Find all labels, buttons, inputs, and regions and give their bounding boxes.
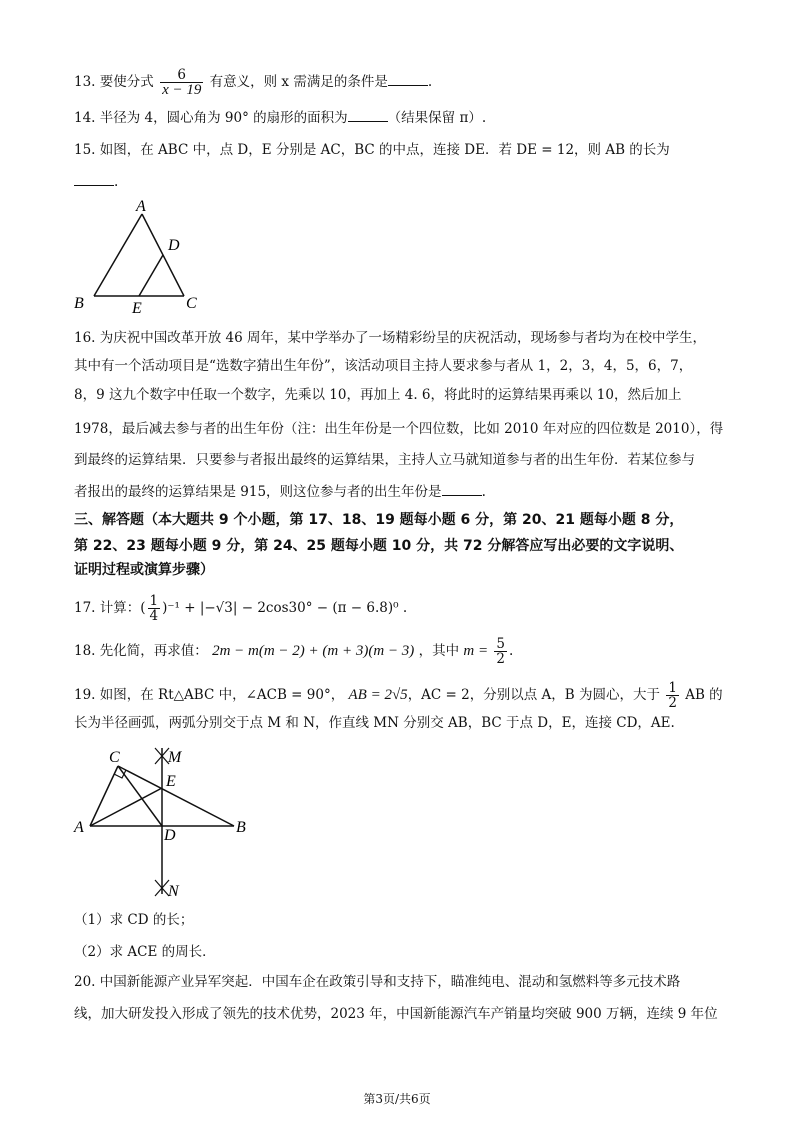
- q13-prefix: 13. 要使分式: [74, 74, 154, 90]
- question-19-line2: 长为半径画弧，两弧分别交于点 M 和 N，作直线 MN 分别交 AB，BC 于点 D，E，连接 CD，AE.: [74, 715, 675, 731]
- q19-figure: [68, 742, 268, 907]
- q19-label-c: C: [109, 749, 120, 766]
- q17-fraction-denominator: 4: [149, 608, 159, 624]
- question-17: [74, 594, 407, 623]
- q19-label-e: E: [166, 773, 176, 790]
- q16-answer-blank: [442, 483, 482, 496]
- q15-triangle-figure: [70, 198, 220, 318]
- q15-segment-de: [139, 255, 163, 296]
- q13-fraction-denominator: x − 19: [162, 82, 202, 98]
- question-16-line5: 到最终的运算结果．只要参与者报出最终的运算结果，主持人立马就知道参与者的出生年份．若某位参与: [74, 452, 695, 468]
- q19-label-b: B: [236, 819, 246, 836]
- q19-label-d: D: [164, 827, 176, 844]
- q19-l1-b: AB = 2√5: [348, 687, 408, 703]
- section-3-heading-line2: 第 22、23 题每小题 9 分，第 24、25 题每小题 10 分，共 72 分解答应写出必要的文字说明、: [74, 538, 684, 554]
- q19-label-m: M: [168, 749, 182, 766]
- q18-m-equals: m =: [463, 643, 489, 659]
- question-18: [74, 637, 513, 666]
- q18-end: .: [509, 643, 514, 659]
- q19-l1-c: ，AC = 2，分别以点 A，B 为圆心，大于: [407, 687, 661, 703]
- q15-side-ab: [94, 214, 142, 296]
- q19-half-fraction: [666, 681, 679, 710]
- q19-label-a: A: [74, 819, 84, 836]
- question-14: [74, 108, 486, 128]
- q15-label-e: E: [132, 300, 142, 317]
- q17-fraction: [148, 594, 161, 623]
- q19-segment-cd: [118, 766, 162, 826]
- q19-side-ca: [90, 766, 118, 826]
- page-footer: 第3页/共6页: [363, 1092, 431, 1106]
- section-3-heading-line1: 三、解答题（本大题共 9 个小题，第 17、18、19 题每小题 6 分，第 20、21 题每小题 8 分，: [74, 512, 684, 528]
- question-16-line4: 1978，最后减去参与者的出生年份（注：出生年份是一个四位数，比如 2010 年对应的四位数是 2010），得: [74, 421, 724, 437]
- q15-label-c: C: [186, 295, 197, 312]
- q19-half-numerator: 1: [668, 680, 677, 696]
- q15-label-b: B: [74, 295, 84, 312]
- q13-fraction-numerator: 6: [160, 68, 203, 83]
- q18-fraction-numerator: 5: [496, 636, 506, 652]
- q19-segment-ae: [90, 788, 162, 826]
- question-15-line1: 15. 如图，在 ABC 中，点 D，E 分别是 AC，BC 的中点，连接 DE．若 DE = 12，则 AB 的长为: [74, 142, 670, 158]
- q18-fraction: [494, 637, 507, 666]
- question-16-line6: [74, 482, 486, 502]
- q17-prefix: 17. 计算：(: [74, 600, 146, 616]
- q16-line6-text: 者报出的最终的运算结果是 915，则这位参与者的出生年份是: [74, 484, 442, 500]
- q17-fraction-numerator: 1: [149, 593, 159, 609]
- question-16-line1: 16. 为庆祝中国改革开放 46 周年，某中学举办了一场精彩纷呈的庆祝活动，现场参与者均为在校中学生，: [74, 330, 707, 346]
- q19-side-cb: [118, 766, 234, 826]
- question-19-part2: （2）求 ACE 的周长．: [74, 944, 216, 960]
- q18-fraction-denominator: 2: [496, 651, 506, 667]
- question-20-line2: 线，加大研发投入形成了领先的技术优势，2023 年，中国新能源汽车产销量均突破 900 万辆，连续 9 年位: [74, 1006, 718, 1022]
- question-19-line1: [74, 681, 723, 710]
- q15-label-a: A: [136, 198, 146, 215]
- q19-l1-d: AB 的: [685, 687, 723, 703]
- q18-expression: 2m − m(m − 2) + (m + 3)(m − 3): [212, 643, 415, 659]
- q15-label-d: D: [168, 237, 180, 254]
- q13-fraction: [160, 68, 203, 97]
- question-16-line3: 8，9 这九个数字中任取一个数字，先乘以 10，再加上 4. 6，将此时的运算结果再乘以 10，然后加上: [74, 387, 682, 403]
- q15-answer-blank: [74, 173, 114, 186]
- q18-mid: ，其中: [418, 643, 460, 659]
- question-15-line2: [74, 172, 118, 192]
- q13-answer-blank: [388, 73, 428, 86]
- q14-answer-blank: [348, 109, 388, 122]
- q14-suffix: （结果保留 π）.: [387, 110, 487, 126]
- q13-suffix: 有意义，则 x 需满足的条件是: [209, 74, 388, 90]
- q16-end: .: [481, 484, 486, 500]
- q15-end: .: [114, 174, 119, 190]
- question-19-part1: （1）求 CD 的长；: [74, 912, 194, 928]
- q18-prefix: 18. 先化简，再求值：: [74, 643, 208, 659]
- q14-text: 14. 半径为 4，圆心角为 90° 的扇形的面积为: [74, 110, 348, 126]
- q19-l1-a: 19. 如图，在 Rt△ABC 中，∠ACB = 90°，: [74, 687, 345, 703]
- q17-rest: )⁻¹ + |−√3| − 2cos30° − (π − 6.8)⁰ .: [162, 600, 408, 616]
- section-3-heading-line3: 证明过程或演算步骤）: [74, 562, 214, 578]
- q13-end: .: [427, 74, 433, 90]
- q19-label-n: N: [168, 883, 179, 900]
- question-16-line2: 其中有一个活动项目是“选数字猜出生年份”，该活动项目主持人要求参与者从 1，2，3，4，5，6，7，: [74, 358, 693, 374]
- question-13: [74, 68, 432, 97]
- q19-half-denominator: 2: [668, 695, 677, 711]
- question-20-line1: 20. 中国新能源产业异军突起．中国车企在政策引导和支持下，瞄准纯电、混动和氢燃料等多元技术路: [74, 974, 681, 990]
